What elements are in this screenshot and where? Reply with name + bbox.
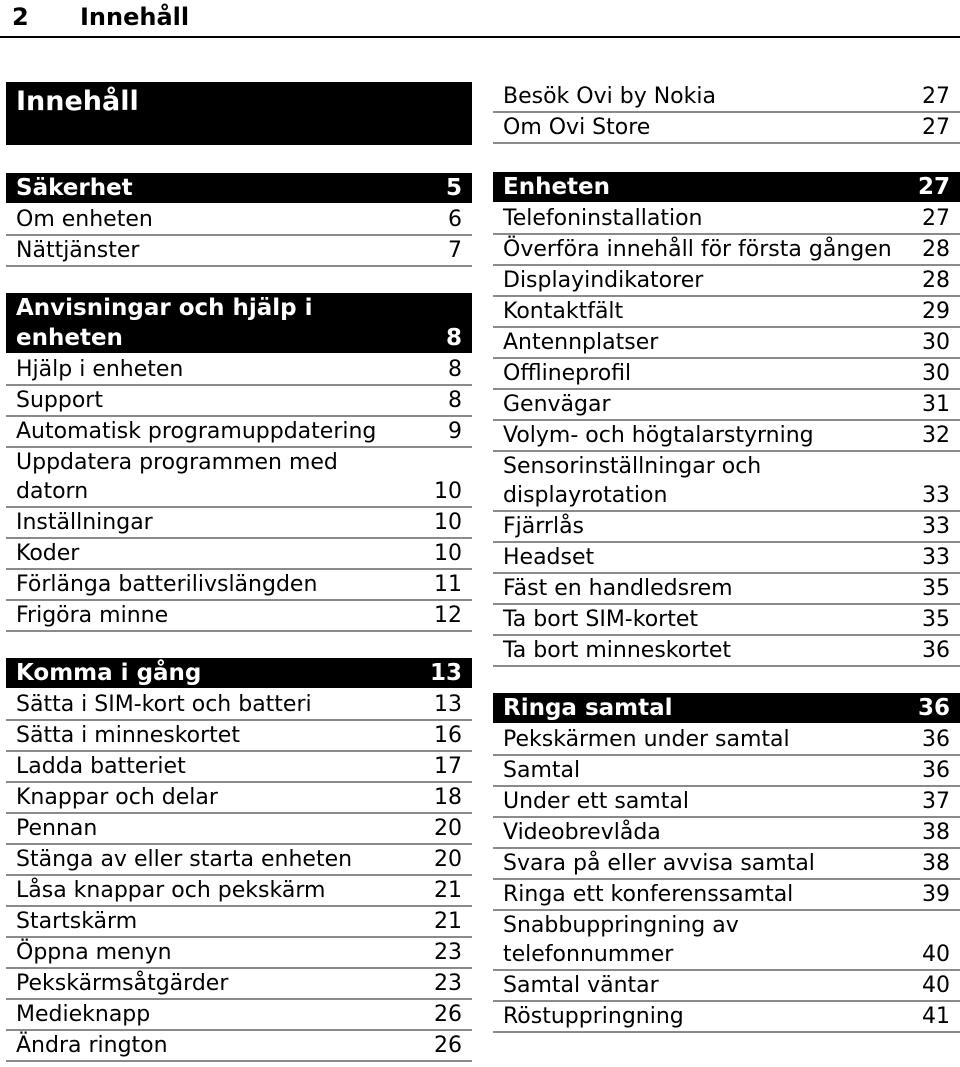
left-sections	[6, 173, 472, 1062]
toc-entry-text: Volym- och högtalarstyrning	[503, 423, 814, 448]
toc-right-column	[493, 82, 960, 1033]
toc-section	[6, 173, 472, 267]
toc-entry-page: 30	[922, 330, 950, 355]
toc-entry-text: Ta bort SIM-kortet	[503, 607, 698, 632]
toc-entry-page: 10	[434, 479, 462, 504]
toc-entry[interactable]	[493, 605, 960, 636]
toc-entry-text: Ändra rington	[16, 1033, 168, 1058]
toc-entry-page: 20	[434, 816, 462, 841]
toc-section-title: Ringa samtal	[503, 695, 673, 721]
page-header-title: Innehåll	[80, 3, 190, 31]
toc-left-column	[6, 82, 472, 1062]
toc-entry[interactable]	[493, 113, 960, 144]
toc-entry-text: Genvägar	[503, 392, 611, 417]
toc-entry-text: Pennan	[16, 816, 98, 841]
toc-section-header[interactable]	[6, 173, 472, 203]
toc-entry[interactable]	[6, 539, 472, 570]
toc-section-header[interactable]	[493, 693, 960, 723]
toc-section-page: 36	[917, 695, 950, 721]
toc-entry[interactable]	[6, 907, 472, 938]
toc-entry-page: 27	[922, 115, 950, 140]
toc-entry[interactable]	[6, 386, 472, 417]
toc-entry-page: 21	[434, 878, 462, 903]
toc-entry-text: Hjälp i enheten	[16, 357, 184, 382]
toc-entry-text: Sätta i minneskortet	[16, 723, 240, 748]
toc-entry[interactable]	[6, 752, 472, 783]
toc-entry[interactable]	[493, 725, 960, 756]
toc-entry[interactable]	[6, 690, 472, 721]
toc-entry-text: Fjärrlås	[503, 514, 585, 539]
toc-entry-text: Displayindikatorer	[503, 268, 704, 293]
toc-entry-text: Sensorinställningar och displayrotation	[503, 454, 762, 508]
toc-entry-page: 10	[434, 541, 462, 566]
toc-section-page: 27	[917, 174, 950, 200]
toc-entry[interactable]	[493, 204, 960, 235]
toc-entry[interactable]	[493, 574, 960, 605]
toc-entry-text: Samtal väntar	[503, 973, 659, 998]
toc-entry[interactable]	[6, 814, 472, 845]
toc-entry-page: 27	[922, 206, 950, 231]
toc-entry[interactable]	[493, 971, 960, 1002]
toc-section-title: Komma i gång	[16, 660, 202, 686]
toc-entry[interactable]	[493, 787, 960, 818]
toc-entry-page: 21	[434, 909, 462, 934]
toc-entry-page: 17	[434, 754, 462, 779]
toc-entry-text: Knappar och delar	[16, 785, 218, 810]
toc-entry-page: 26	[434, 1002, 462, 1027]
toc-entry[interactable]	[493, 235, 960, 266]
toc-entry[interactable]	[6, 876, 472, 907]
toc-entry[interactable]	[6, 938, 472, 969]
toc-entry[interactable]	[493, 421, 960, 452]
toc-entry[interactable]	[493, 818, 960, 849]
toc-entry-text: Headset	[503, 545, 595, 570]
toc-entry[interactable]	[6, 1031, 472, 1062]
toc-section-page: 8	[445, 325, 462, 351]
toc-entry-text: Stänga av eller starta enheten	[16, 847, 353, 872]
toc-entry-page: 41	[922, 1004, 950, 1029]
toc-entry-text: Låsa knappar och pekskärm	[16, 878, 326, 903]
toc-entry[interactable]	[6, 205, 472, 236]
toc-entry-text: Förlänga batterilivslängden	[16, 572, 318, 597]
toc-entry[interactable]	[493, 1002, 960, 1033]
toc-entry-page: 40	[922, 973, 950, 998]
toc-entry[interactable]	[493, 82, 960, 113]
toc-entry-text: Ta bort minneskortet	[503, 638, 732, 663]
toc-entry-page: 39	[922, 882, 950, 907]
toc-entry-page: 13	[434, 692, 462, 717]
toc-entry-page: 7	[448, 238, 462, 263]
toc-section-page: 13	[429, 660, 462, 686]
toc-entry[interactable]	[493, 297, 960, 328]
toc-entry-text: Inställningar	[16, 510, 153, 535]
toc-entry[interactable]	[493, 359, 960, 390]
toc-entry-page: 32	[922, 423, 950, 448]
toc-entry[interactable]	[493, 452, 960, 512]
toc-entry-text: Videobrevlåda	[503, 820, 661, 845]
right-sections	[493, 172, 960, 1033]
toc-entry[interactable]	[6, 448, 472, 508]
toc-entry-text: Ladda batteriet	[16, 754, 186, 779]
toc-section-header[interactable]	[6, 293, 472, 353]
toc-entry-page: 33	[922, 514, 950, 539]
toc-entry-text: Offlineprofil	[503, 361, 632, 386]
toc-entry[interactable]	[493, 636, 960, 667]
toc-entry-page: 23	[434, 971, 462, 996]
toc-entry[interactable]	[493, 390, 960, 421]
toc-entry-text: Koder	[16, 541, 80, 566]
toc-entry[interactable]	[6, 355, 472, 386]
toc-entry[interactable]	[493, 849, 960, 880]
toc-section	[493, 172, 960, 667]
toc-entry-page: 31	[922, 392, 950, 417]
toc-entry-text: Automatisk programuppdatering	[16, 419, 377, 444]
toc-entry-text: Pekskärmsåtgärder	[16, 971, 229, 996]
toc-section	[493, 693, 960, 1033]
toc-entry[interactable]	[493, 543, 960, 574]
toc-entry-text: Under ett samtal	[503, 789, 689, 814]
toc-entry-page: 30	[922, 361, 950, 386]
toc-entry-page: 12	[434, 603, 462, 628]
toc-entry[interactable]	[493, 880, 960, 911]
toc-entry-text: Sätta i SIM-kort och batteri	[16, 692, 312, 717]
toc-entry-page: 38	[922, 820, 950, 845]
toc-entry-text: Support	[16, 388, 103, 413]
toc-entry-page: 29	[922, 299, 950, 324]
toc-entry[interactable]	[493, 266, 960, 297]
toc-entry[interactable]	[6, 570, 472, 601]
toc-entry-text: Pekskärmen under samtal	[503, 727, 790, 752]
toc-entry-page: 36	[922, 758, 950, 783]
toc-section-header[interactable]	[493, 172, 960, 202]
toc-entry[interactable]	[6, 601, 472, 632]
toc-entry[interactable]	[6, 1000, 472, 1031]
toc-entry-page: 6	[448, 207, 462, 232]
toc-entry-page: 35	[922, 576, 950, 601]
toc-entry[interactable]	[493, 512, 960, 543]
toc-entry[interactable]	[6, 969, 472, 1000]
toc-entry-text: Antennplatser	[503, 330, 659, 355]
toc-entry[interactable]	[6, 417, 472, 448]
toc-entry[interactable]	[493, 328, 960, 359]
toc-entry-page: 33	[922, 483, 950, 508]
continued-entries	[493, 82, 960, 144]
toc-entry-page: 35	[922, 607, 950, 632]
toc-entry-text: Överföra innehåll för första gången	[503, 237, 892, 262]
toc-entry[interactable]	[6, 783, 472, 814]
toc-entry-page: 23	[434, 940, 462, 965]
toc-entry-page: 28	[922, 268, 950, 293]
toc-section-title: Anvisningar och hjälp i enheten	[16, 295, 313, 351]
toc-entry[interactable]	[6, 236, 472, 267]
toc-entry-text: Medieknapp	[16, 1002, 151, 1027]
toc-entry-page: 8	[448, 357, 462, 382]
toc-entry[interactable]	[493, 756, 960, 787]
toc-entry-page: 28	[922, 237, 950, 262]
toc-entry-page: 11	[434, 572, 462, 597]
toc-entry-page: 38	[922, 851, 950, 876]
toc-entry-page: 18	[434, 785, 462, 810]
toc-entry-text: Ringa ett konferenssamtal	[503, 882, 794, 907]
toc-entry-text: Fäst en handledsrem	[503, 576, 733, 601]
toc-entry-page: 36	[922, 638, 950, 663]
toc-section-header[interactable]	[6, 658, 472, 688]
toc-entry-text: Svara på eller avvisa samtal	[503, 851, 815, 876]
toc-entry-page: 36	[922, 727, 950, 752]
page-number: 2	[12, 3, 29, 31]
toc-entry-page: 20	[434, 847, 462, 872]
toc-title: Innehåll	[6, 82, 472, 145]
toc-section-title: Enheten	[503, 174, 611, 200]
toc-entry-text: Startskärm	[16, 909, 138, 934]
toc-entry[interactable]	[6, 508, 472, 539]
toc-entry[interactable]	[493, 911, 960, 971]
toc-entry-text: Om enheten	[16, 207, 153, 232]
toc-entry-page: 37	[922, 789, 950, 814]
toc-entry-text: Telefoninstallation	[503, 206, 703, 231]
toc-entry-text: Om Ovi Store	[503, 115, 651, 140]
toc-entry-page: 27	[922, 84, 950, 109]
toc-entry-page: 16	[434, 723, 462, 748]
toc-section	[6, 293, 472, 632]
toc-entry-text: Öppna menyn	[16, 940, 172, 965]
toc-entry-text: Kontaktfält	[503, 299, 624, 324]
toc-entry[interactable]	[6, 721, 472, 752]
toc-entry-page: 26	[434, 1033, 462, 1058]
toc-entry-page: 33	[922, 545, 950, 570]
toc-entry-text: Snabbuppringning av telefonnummer	[503, 913, 739, 967]
toc-section	[6, 658, 472, 1062]
toc-entry-text: Nättjänster	[16, 238, 140, 263]
toc-entry-text: Samtal	[503, 758, 581, 783]
toc-entry-page: 10	[434, 510, 462, 535]
toc-entry-page: 9	[448, 419, 462, 444]
toc-entry-text: Uppdatera programmen med datorn	[16, 450, 338, 504]
toc-entry-page: 40	[922, 942, 950, 967]
toc-entry-page: 8	[448, 388, 462, 413]
toc-entry[interactable]	[6, 845, 472, 876]
toc-entry-text: Röstuppringning	[503, 1004, 684, 1029]
toc-entry-text: Besök Ovi by Nokia	[503, 84, 716, 109]
toc-entry-text: Frigöra minne	[16, 603, 169, 628]
toc-section-page: 5	[445, 175, 462, 201]
toc-section-title: Säkerhet	[16, 175, 133, 201]
page-header	[0, 0, 960, 38]
